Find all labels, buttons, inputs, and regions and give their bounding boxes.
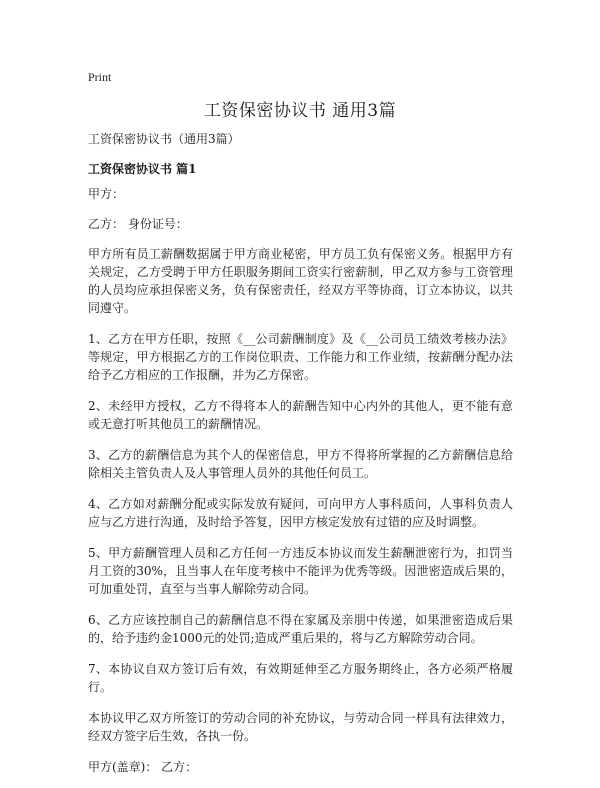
- paragraph-clause-2: 2、未经甲方授权，乙方不得将本人的薪酬告知中心内外的其他人，更不能有意或无意打听其他员工的薪酬情况。: [88, 399, 513, 431]
- print-link[interactable]: Print: [88, 70, 112, 84]
- paragraph-clause-4: 4、乙方如对薪酬分配或实际发放有疑问，可向甲方人事科质问，人事科负责人应与乙方进行沟通，及时给予答复，因甲方核定发放有过错的应及时调整。: [88, 497, 513, 529]
- paragraph-clause-7: 7、本协议自双方签订后有效，有效期延伸至乙方服务期终止，各方必须严格履行。: [88, 662, 513, 694]
- paragraph-preamble: 甲方所有员工薪酬数据属于甲方商业秘密，甲方员工负有保密义务。根据甲方有关规定，乙方受聘于甲方任职服务期间工资实行密薪制，甲乙双方参与工资管理的人员均应承担保密义务，负有保密责任，经双方平等协商，订立本协议，以共同遵守。: [88, 247, 513, 315]
- paragraph-clause-5: 5、甲方薪酬管理人员和乙方任何一方违反本协议而发生薪酬泄密行为，扣罚当月工资的30%，且当事人在年度考核中不能评为优秀等级。因泄密造成后果的，可加重处罚，直至与当事人解除劳动合同。: [88, 546, 513, 596]
- document-subtitle: 工资保密协议书（通用3篇）: [88, 132, 240, 146]
- paragraph-clause-1: 1、乙方在甲方任职，按照《__公司薪酬制度》及《__公司员工绩效考核办法》等规定，甲方根据乙方的工作岗位职责、工作能力和工作业绩，按薪酬分配办法给予乙方相应的工作报酬，并为乙方保密。: [88, 332, 513, 382]
- paragraph-clause-6: 6、乙方应该控制自己的薪酬信息不得在家属及亲朋中传递，如果泄密造成后果的，给予违约金1000元的处罚;造成严重后果的，将与乙方解除劳动合同。: [88, 613, 513, 645]
- party-a-field: 甲方：: [88, 187, 125, 201]
- document-body: [88, 185, 513, 788]
- paragraph-supplement: 本协议甲乙双方所签订的劳动合同的补充协议，与劳动合同一样具有法律效力，经双方签字后生效，各执一份。: [88, 711, 513, 743]
- section-heading: 工资保密协议书 篇1: [88, 162, 197, 176]
- page-title: 工资保密协议书 通用3篇: [203, 101, 397, 121]
- signature-line: 甲方(盖章)： 乙方：: [88, 760, 198, 774]
- party-b-field: 乙方： 身份证号：: [88, 217, 188, 231]
- paragraph-clause-3: 3、乙方的薪酬信息为其个人的保密信息，甲方不得将所掌握的乙方薪酬信息给除相关主管负责人及人事管理人员外的其他任何员工。: [88, 448, 513, 480]
